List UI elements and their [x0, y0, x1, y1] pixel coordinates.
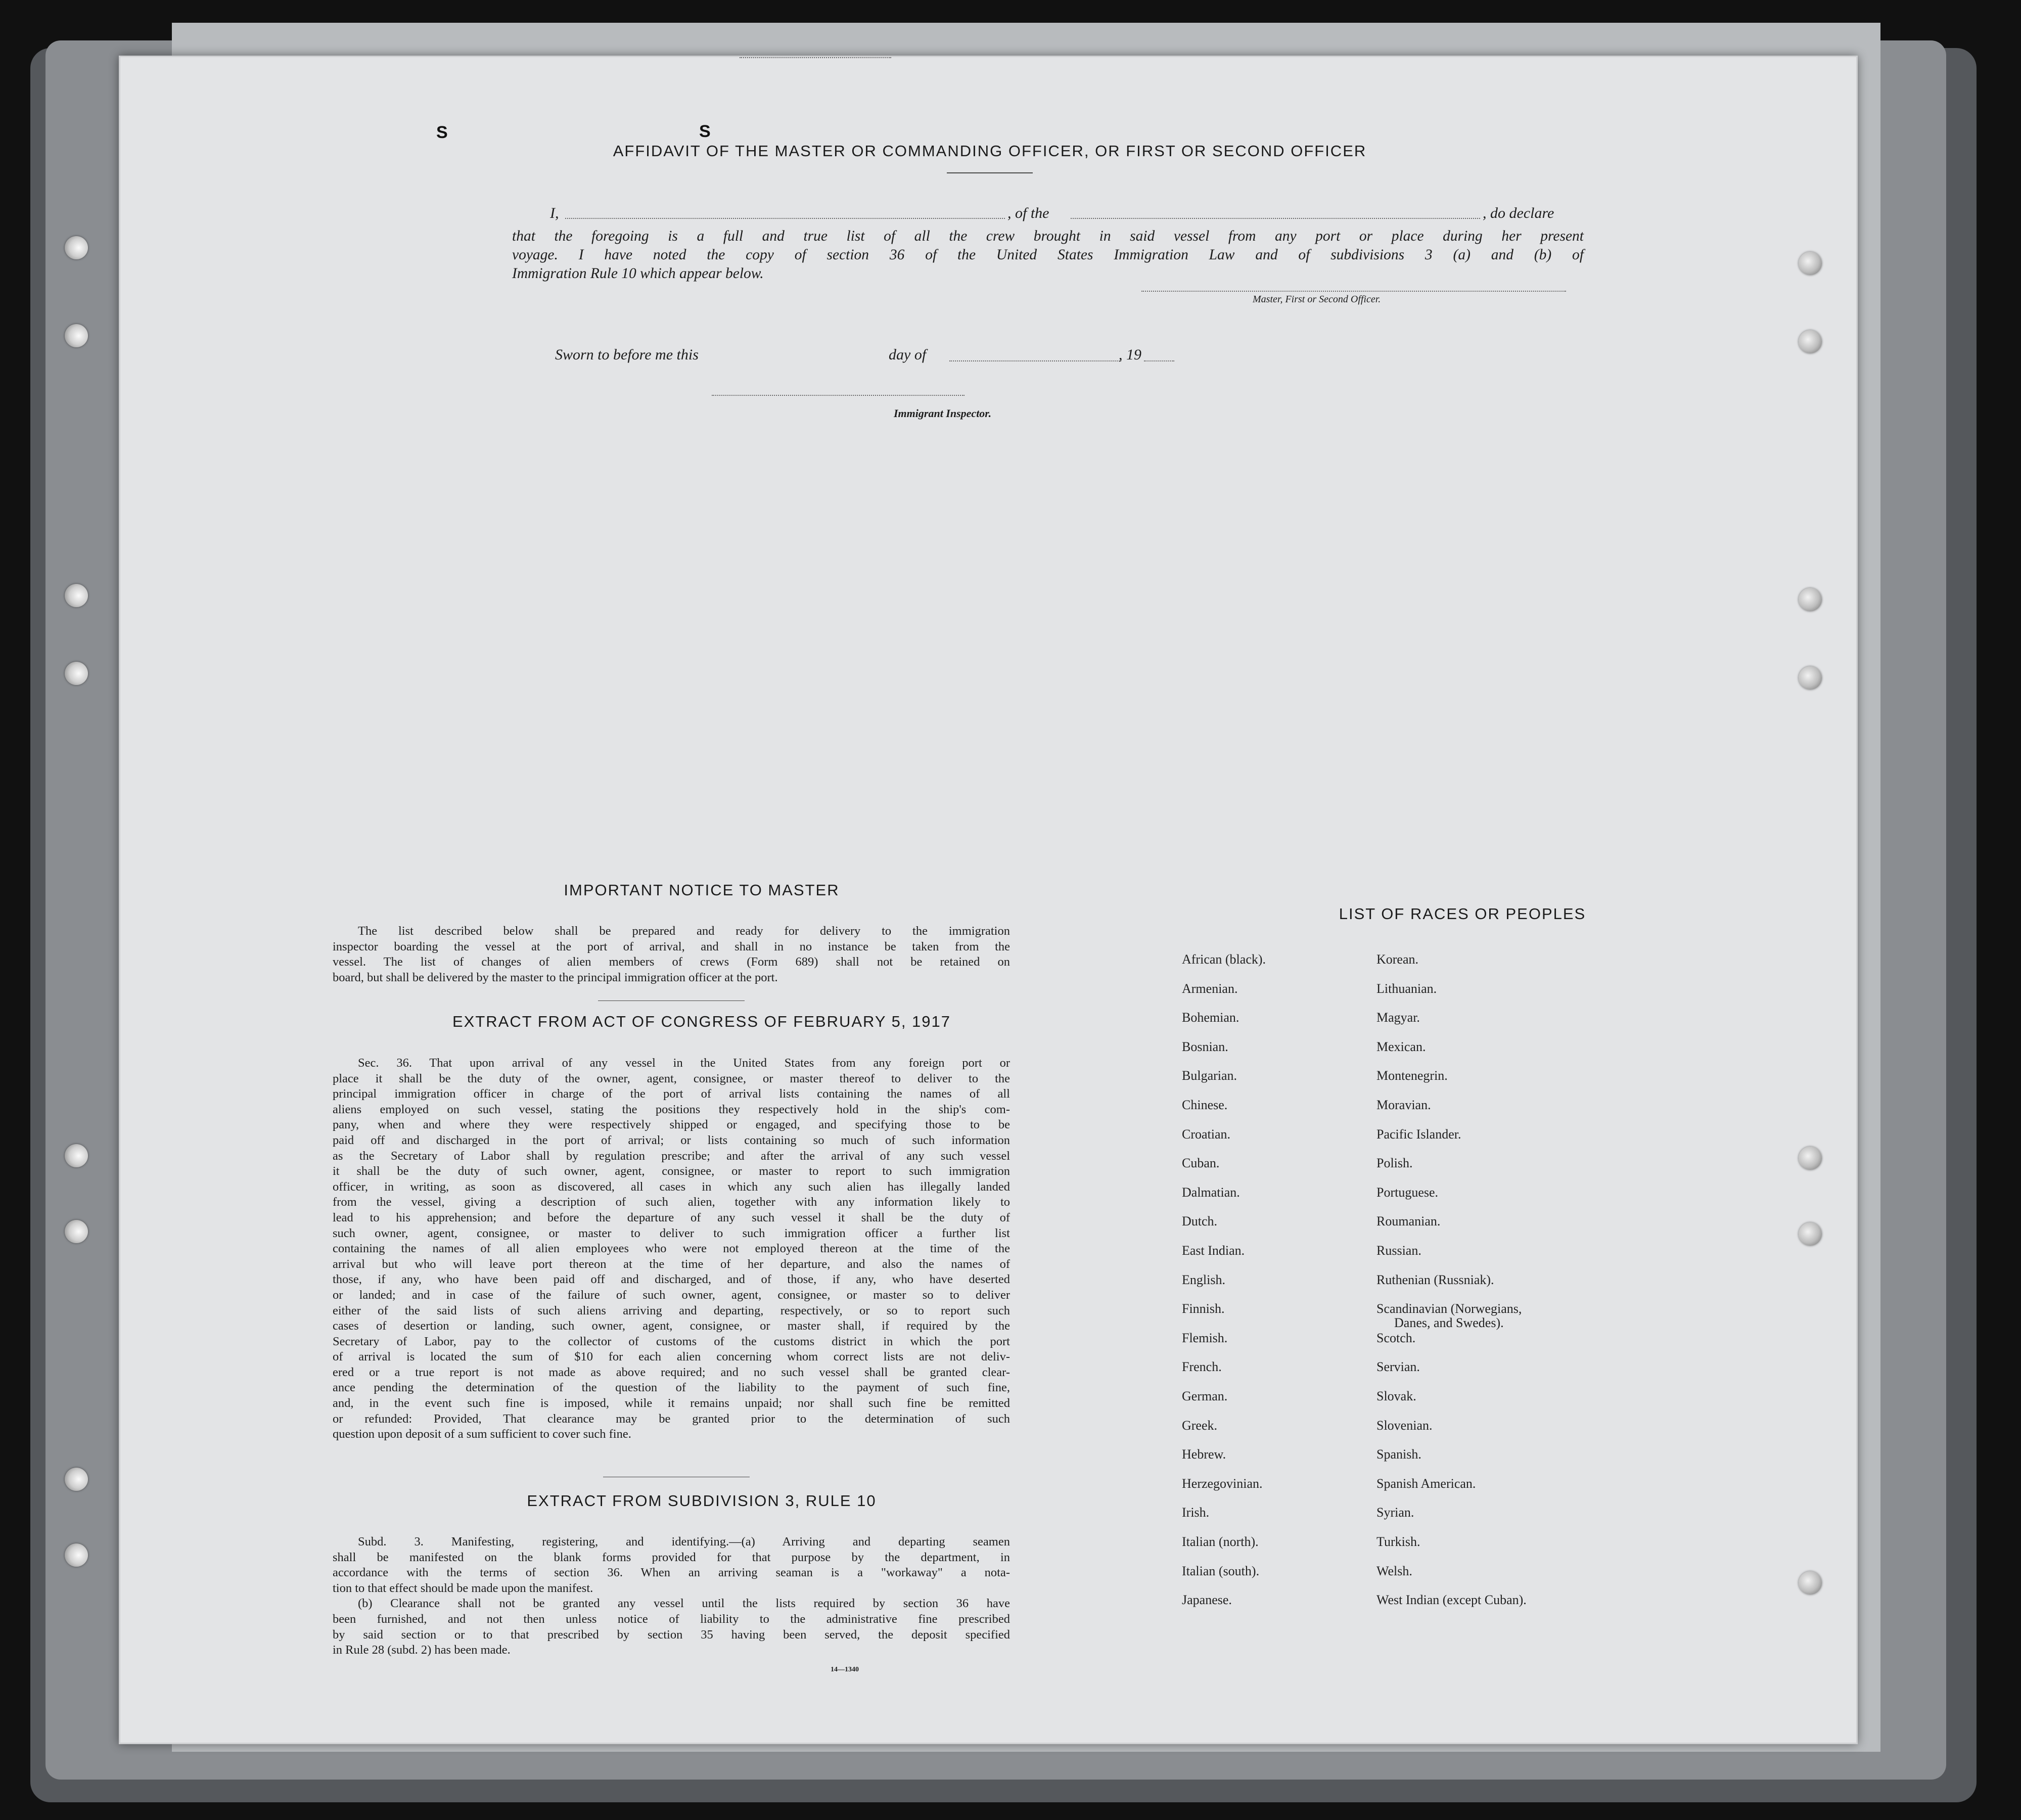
act-line: pany, when and where they were respectively shipped or engaged, and specifying those to be	[333, 1118, 1010, 1132]
rule-extract-body	[333, 1534, 1010, 1658]
act-line: aliens employed on such vessel, stating the positions they respectively hold in the ship's com-	[333, 1102, 1010, 1116]
sworn-day-blank	[740, 57, 891, 58]
manifest-page	[119, 56, 1858, 1744]
notice-line: The list described below shall be prepared and ready for delivery to the immigration	[358, 924, 1010, 938]
affidavit-declare: , do declare	[1483, 205, 1554, 221]
race-item: Armenian.	[1182, 981, 1238, 996]
race-item: Welsh.	[1376, 1563, 1412, 1578]
act-line: of arrival is located the sum of $10 for each alien concerning whom correct lists are not deliv-	[333, 1350, 1010, 1364]
punch-hole	[65, 1468, 88, 1491]
race-item: Irish.	[1182, 1505, 1210, 1520]
act-line: either of the said lists of such aliens arriving and departing, respectively, or so to report such	[333, 1303, 1010, 1317]
rule-line: been furnished, and not then unless notice of liability to the administrative fine prescribed	[333, 1612, 1010, 1626]
race-item: Croatian.	[1182, 1126, 1231, 1142]
act-line: and, in the event such fine is imposed, while it remains unpaid; nor shall such fine be remitted	[333, 1396, 1010, 1410]
inspector-signature-line	[712, 395, 964, 396]
race-item: Roumanian.	[1376, 1214, 1441, 1229]
act-line: or refunded: Provided, That clearance may be granted prior to the determination of such	[333, 1412, 1010, 1426]
day-of-text: day of	[889, 346, 927, 363]
race-item: Moravian.	[1376, 1098, 1431, 1112]
punch-hole	[1799, 330, 1822, 353]
race-item: Russian.	[1376, 1243, 1421, 1258]
race-item: Cuban.	[1182, 1156, 1220, 1171]
race-item: Turkish.	[1376, 1534, 1420, 1549]
sworn-year-blank	[1144, 360, 1174, 361]
margin-mark-left: S	[436, 123, 448, 142]
punch-hole	[65, 236, 88, 259]
rule-line: Subd. 3. Manifesting, registering, and identifying.—(a) Arriving and departing seamen	[358, 1535, 1010, 1549]
punch-hole	[65, 324, 88, 347]
act-line: Secretary of Labor, pay to the collector of customs of the customs district in which the port	[333, 1334, 1010, 1348]
race-item: Ruthenian (Russniak).	[1376, 1272, 1494, 1287]
race-item: Slovak.	[1376, 1389, 1416, 1403]
act-line: principal immigration officer in charge of the port of arrival lists containing the names of all	[333, 1087, 1010, 1101]
race-item: Slovenian.	[1376, 1418, 1433, 1433]
act-line: ered or a true report is not made as above required; and no such vessel shall be granted clear-	[333, 1365, 1010, 1379]
affidavit-line: that the foregoing is a full and true list of all the crew brought in said vessel from any port or place during her present	[512, 228, 1584, 244]
rule-line: by said section or to that prescribed by section 35 having been served, the deposit specified	[333, 1627, 1010, 1642]
name-blank	[565, 218, 1005, 219]
race-item: Scandinavian (Norwegians,	[1376, 1301, 1522, 1316]
punch-hole	[1799, 588, 1822, 611]
margin-mark-right: S	[699, 122, 711, 141]
race-item: Finnish.	[1182, 1301, 1225, 1316]
race-item: Spanish American.	[1376, 1476, 1476, 1491]
punch-hole	[1799, 252, 1822, 275]
race-item: Spanish.	[1376, 1447, 1421, 1462]
race-item: Magyar.	[1376, 1010, 1420, 1025]
race-item: Bosnian.	[1182, 1039, 1228, 1054]
act-line: containing the names of all alien employees who were not employed thereon at the time of the	[333, 1242, 1010, 1256]
race-item: Herzegovinian.	[1182, 1476, 1263, 1491]
act-line: question upon deposit of a sum sufficient to cover such fine.	[333, 1427, 631, 1441]
vessel-blank	[1071, 218, 1480, 219]
race-item: African (black).	[1182, 952, 1266, 967]
race-item: Portuguese.	[1376, 1185, 1439, 1200]
section-divider	[598, 1000, 745, 1001]
act-line: ance pending the determination of the question of the liability to the payment of such fine,	[333, 1381, 1010, 1395]
sworn-month-blank	[949, 360, 1121, 361]
race-item: Chinese.	[1182, 1098, 1228, 1112]
act-extract-title: EXTRACT FROM ACT OF CONGRESS OF FEBRUARY 5, 1917	[452, 1013, 951, 1030]
race-item: East Indian.	[1182, 1243, 1245, 1258]
affidavit-body	[512, 227, 1584, 283]
act-line: such owner, agent, consignee, or master to deliver to such immigration officer a further list	[333, 1226, 1010, 1240]
sworn-text: Sworn to before me this	[555, 346, 699, 363]
notice-line: vessel. The list of changes of alien members of crews (Form 689) shall not be retained on	[333, 955, 1010, 969]
act-line: from the vessel, giving a description of such alien, together with any information likely to	[333, 1195, 1010, 1209]
race-item: Bohemian.	[1182, 1010, 1239, 1025]
race-item: Pacific Islander.	[1376, 1126, 1461, 1142]
master-signature-line	[1141, 291, 1566, 292]
notice-line: inspector boarding the vessel at the port of arrival, and shall in no instance be taken from the	[333, 939, 1010, 953]
race-item: Syrian.	[1376, 1505, 1414, 1520]
punch-hole	[65, 1543, 88, 1567]
act-line: officer, in writing, as soon as discovered, all cases in which any such alien has illegally landed	[333, 1179, 1010, 1194]
act-line: as the Secretary of Labor shall by regulation prescribe; and after the arrival of any such vessel	[333, 1149, 1010, 1163]
races-title: LIST OF RACES OR PEOPLES	[1339, 905, 1586, 923]
race-item: Italian (south).	[1182, 1563, 1260, 1578]
race-item: Flemish.	[1182, 1330, 1228, 1345]
race-item: Dutch.	[1182, 1214, 1218, 1229]
race-item: Montenegrin.	[1376, 1068, 1448, 1083]
rule-line: (b) Clearance shall not be granted any vessel until the lists required by section 36 have	[358, 1597, 1010, 1611]
master-signature-label: Master, First or Second Officer.	[1253, 294, 1381, 305]
act-line: arrival but who will leave port thereon at the time of her departure, and also the names of	[333, 1257, 1010, 1271]
title-underline	[947, 172, 1033, 173]
act-line: or landed; and in case of the failure of such owner, agent, consignee, or master so to deliver	[333, 1288, 1010, 1302]
race-item: Italian (north).	[1182, 1534, 1259, 1549]
punch-hole	[1799, 1147, 1822, 1170]
race-item: Danes, and Swedes).	[1394, 1315, 1504, 1331]
year-prefix: , 19	[1119, 346, 1141, 363]
race-item: Bulgarian.	[1182, 1068, 1237, 1083]
affidavit-i: I,	[550, 205, 559, 221]
race-item: Servian.	[1376, 1359, 1420, 1375]
notice-title: IMPORTANT NOTICE TO MASTER	[564, 881, 840, 899]
act-line: cases of desertion or landing, such owner, agent, consignee, or master shall, if required by the	[333, 1319, 1010, 1333]
race-item: Mexican.	[1376, 1039, 1426, 1054]
race-item: Dalmatian.	[1182, 1185, 1240, 1200]
punch-hole	[1799, 666, 1822, 690]
punch-hole	[65, 584, 88, 607]
punch-hole	[1799, 1222, 1822, 1246]
act-line: lead to his apprehension; and before the departure of any such vessel it shall be the duty of	[333, 1210, 1010, 1224]
rule-line: tion to that effect should be made upon the manifest.	[333, 1581, 593, 1595]
inspector-label: Immigrant Inspector.	[894, 407, 992, 420]
affidavit-line: Immigration Rule 10 which appear below.	[512, 265, 764, 282]
act-extract-body	[333, 1056, 1010, 1442]
rule-line: in Rule 28 (subd. 2) has been made.	[333, 1643, 511, 1657]
act-line: it shall be the duty of such owner, agent, consignee, or master to report to such immigration	[333, 1164, 1010, 1178]
punch-hole	[65, 662, 88, 685]
race-item: Hebrew.	[1182, 1447, 1226, 1462]
act-line: Sec. 36. That upon arrival of any vessel in the United States from any foreign port or	[358, 1056, 1010, 1070]
rule-line: accordance with the terms of section 36. When an arriving seaman is a "workaway" a nota-	[333, 1566, 1010, 1580]
punch-hole	[65, 1220, 88, 1243]
rule-extract-title: EXTRACT FROM SUBDIVISION 3, RULE 10	[527, 1492, 877, 1510]
race-item: Scotch.	[1376, 1330, 1416, 1345]
race-item: Korean.	[1376, 952, 1419, 967]
act-line: those, if any, who have been paid off and discharged, and of those, if any, who have deserted	[333, 1272, 1010, 1287]
race-item: West Indian (except Cuban).	[1376, 1592, 1527, 1608]
race-item: German.	[1182, 1389, 1228, 1403]
rule-line: shall be manifested on the blank forms provided for that purpose by the department, in	[333, 1550, 1010, 1564]
affidavit-title: AFFIDAVIT OF THE MASTER OR COMMANDING OFFICER, OR FIRST OR SECOND OFFICER	[613, 142, 1367, 160]
act-line: place it shall be the duty of the owner, agent, consignee, or master thereof to deliver to the	[333, 1071, 1010, 1085]
act-line: paid off and discharged in the port of arrival; or lists containing so much of such information	[333, 1133, 1010, 1147]
affidavit-of-the: , of the	[1007, 205, 1049, 221]
race-item: English.	[1182, 1272, 1225, 1287]
punch-hole	[65, 1144, 88, 1167]
form-number: 14—1340	[831, 1666, 859, 1673]
race-item: Lithuanian.	[1376, 981, 1437, 996]
race-item: Polish.	[1376, 1156, 1413, 1171]
notice-body	[333, 924, 1010, 985]
punch-hole	[1799, 1571, 1822, 1595]
notice-line: board, but shall be delivered by the master to the principal immigration officer at the port.	[333, 970, 778, 984]
race-item: Greek.	[1182, 1418, 1218, 1433]
affidavit-line: voyage. I have noted the copy of section 36 of the United States Immigration Law and of subdivisions 3 (a) and (b) of	[512, 247, 1584, 263]
race-item: French.	[1182, 1359, 1222, 1375]
race-item: Japanese.	[1182, 1592, 1232, 1608]
